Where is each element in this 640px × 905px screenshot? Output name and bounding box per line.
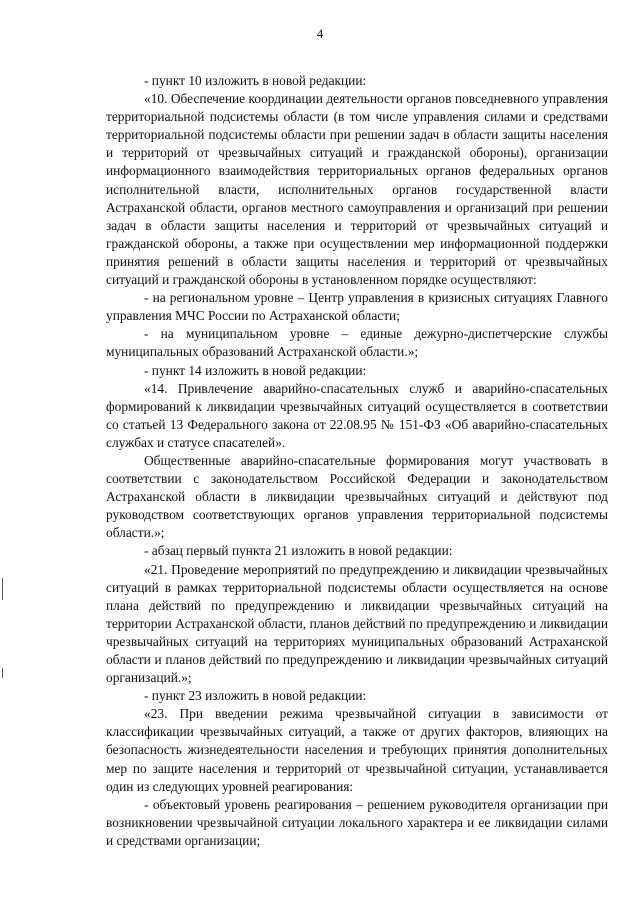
paragraph-regional-level: - на региональном уровне – Центр управления в кризисных ситуациях Главного управления МЧС России по Астраханской области; — [106, 290, 608, 324]
scan-artifact-line — [2, 668, 3, 678]
paragraph-item-21-text: «21. Проведение мероприятий по предупреждению и ликвидации чрезвычайных ситуаций в рамках территориальной подсистемы области осуществляется на основе плана действий по предупреждению и ликвидации чрезвычайных ситуаций на территории Астраханской области, планов действий по предупреждению и ликвидации чрезвычайных ситуаций на территориях муниципальных образований Астраханской области и планов действий по предупреждению и ликвидации чрезвычайных ситуаций организаций.»; — [106, 561, 608, 686]
paragraph-object-level: - объектовый уровень реагирования – решением руководителя организации при возникновении чрезвычайной ситуации локального характера и ее ликвидации силами и средствами организации; — [106, 796, 608, 848]
paragraph-item-21-intro: - абзац первый пункта 21 изложить в новой редакции: — [144, 543, 453, 559]
paragraph-public-formations: Общественные аварийно-спасательные формирования могут участвовать в соответствии с законодательством Российской Федерации и законодательством Астраханской области в ликвидации чрезвычайных ситуаций и действуют под руководством соответствующих органов управления территориальной подсистемы области.»; — [106, 452, 608, 541]
paragraph-municipal-level: - на муниципальном уровне – единые дежурно-диспетчерские службы муниципальных образований Астраханской области.»; — [106, 326, 608, 360]
paragraph-item-10-text: «10. Обеспечение координации деятельности органов повседневного управления территориальной подсистемы области (в том числе управления силами и средствами территориальной подсистемы области при решении задач в области защиты населения и территорий от чрезвычайных ситуаций и гражданской обороны), организации информационного взаимодействия территориальных органов федеральных органов исполнительной власти, исполнительных органов государственной власти Астраханской области, органов местного самоуправления и организаций при решении задач в области защиты населения и территорий от чрезвычайных ситуаций и гражданской обороны, а также при осуществлении мер информационной поддержки принятия решений в области защиты населения и территорий от чрезвычайных ситуаций и гражданской обороны в установленном порядке осуществляют: — [106, 91, 608, 288]
paragraph-item-23-text: «23. При введении режима чрезвычайной ситуации в зависимости от классификации чрезвычайных ситуаций, а также от других факторов, влияющих на безопасность жизнедеятельности населения и требующих принятия дополнительных мер по защите населения и территорий от чрезвычайной ситуации, устанавливается один из следующих уровней реагирования: — [106, 706, 608, 794]
paragraph-item-14-intro: - пункт 14 изложить в новой редакции: — [144, 362, 367, 378]
page-number: 4 — [316, 26, 324, 41]
scan-artifact-line — [2, 578, 3, 600]
paragraph-item-10-intro: - пункт 10 изложить в новой редакции: — [144, 73, 367, 88]
paragraph-item-14-text: «14. Привлечение аварийно-спасательных служб и аварийно-спасательных формирований к ликвидации чрезвычайных ситуаций осуществляется в соответствии со статьей 13 Федерального закона от 22.08.95 № 151-ФЗ «Об аварийно-спасательных службах и статусе спасателей». — [106, 380, 608, 450]
document-body — [106, 72, 608, 850]
paragraph-item-23-intro: - пункт 23 изложить в новой редакции: — [144, 688, 367, 704]
